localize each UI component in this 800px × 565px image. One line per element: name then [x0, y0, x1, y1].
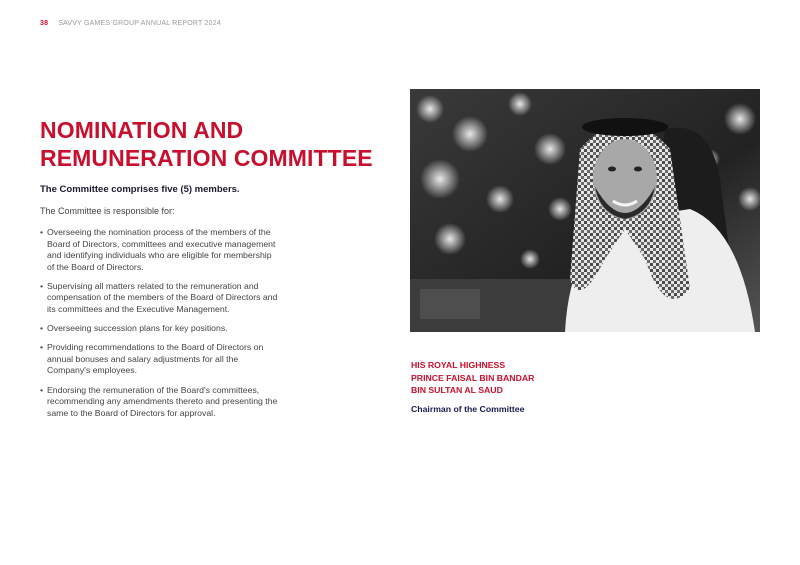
agal — [582, 118, 668, 136]
section-title-line-1: NOMINATION AND — [40, 117, 244, 143]
members-statement: The Committee comprises five (5) members. — [40, 184, 240, 195]
chairman-role: Chairman of the Committee — [411, 404, 525, 414]
portrait-illustration — [410, 89, 760, 332]
chairman-portrait-photo — [410, 89, 760, 332]
responsibilities-list — [40, 227, 280, 427]
report-title: SAVVY GAMES GROUP ANNUAL REPORT 2024 — [58, 20, 221, 27]
list-item: • Overseeing succession plans for key positions. — [40, 323, 280, 335]
chairman-name — [411, 359, 534, 397]
list-item: • Providing recommendations to the Board of Directors on annual bonuses and salary adjustments for all the Company's employees. — [40, 342, 280, 377]
list-item: • Supervising all matters related to the remuneration and compensation of the members of the Board of Directors and its committees and the Executive Management. — [40, 281, 280, 316]
face — [593, 139, 657, 219]
section-title-line-2: REMUNERATION COMMITTEE — [40, 145, 373, 171]
page-header — [40, 20, 221, 27]
responsibility-intro: The Committee is responsible for: — [40, 206, 175, 216]
chairman-name-line-1: HIS ROYAL HIGHNESS — [411, 360, 506, 370]
section-title — [40, 116, 373, 172]
chairman-name-line-3: BIN SULTAN AL SAUD — [411, 385, 503, 396]
list-item: • Overseeing the nomination process of the members of the Board of Directors, committees and executive management and identifying individuals who are eligible for membership of the Board of Directors. — [40, 227, 280, 273]
page-number: 38 — [40, 20, 49, 27]
list-item: • Endorsing the remuneration of the Board's committees, recommending any amendments thereto and presenting the same to the Board of Directors for approval. — [40, 385, 280, 420]
chairman-name-line-2: PRINCE FAISAL BIN BANDAR — [411, 372, 535, 383]
